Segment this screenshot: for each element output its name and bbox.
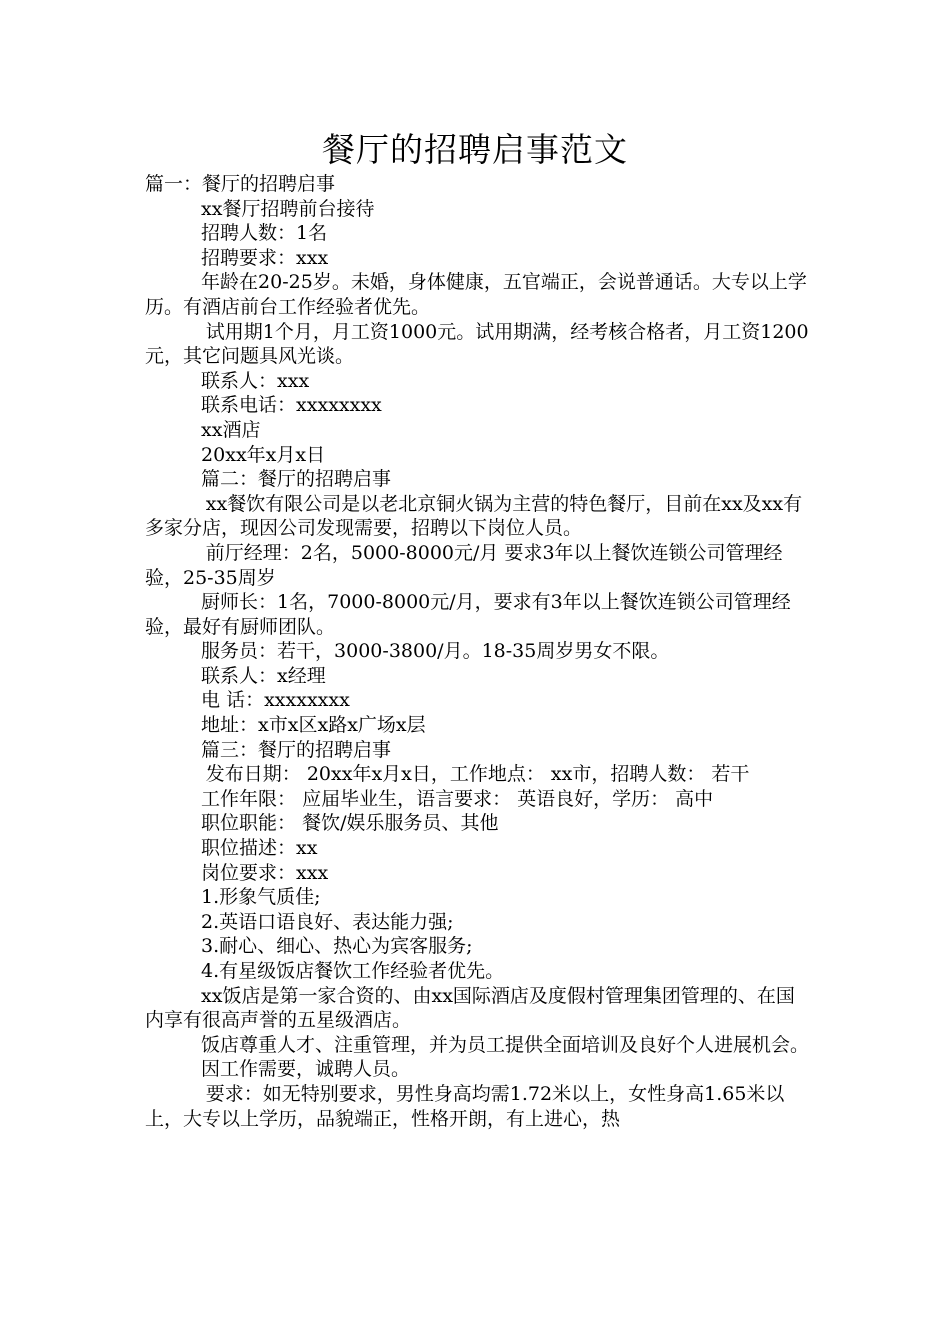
paragraph: 职位描述：xx xyxy=(201,837,318,860)
paragraph: 电 话：xxxxxxxx xyxy=(201,689,350,712)
paragraph: 联系人：xxx xyxy=(201,369,310,392)
paragraph: 岗位要求：xxx xyxy=(201,861,329,884)
paragraph: 试用期1个月，月工资1000元。试用期满，经考核合格者，月工资1200元，其它问题具风光谈。 xyxy=(145,320,809,368)
paragraph: 因工作需要，诚聘人员。 xyxy=(201,1058,411,1081)
paragraph: 联系电话：xxxxxxxx xyxy=(201,394,382,417)
paragraph: 工作年限： 应届毕业生，语言要求： 英语良好，学历： 高中 xyxy=(201,787,714,810)
paragraph: 厨师长：1名，7000-8000元/月，要求有3年以上餐饮连锁公司管理经验，最好有厨师团队。 xyxy=(145,591,791,638)
section-heading-1: 篇一：餐厅的招聘启事 xyxy=(145,173,336,195)
list-item: 1.形象气质佳; xyxy=(201,886,321,909)
paragraph: xx餐厅招聘前台接待 xyxy=(201,197,375,220)
document-body xyxy=(145,172,810,1131)
paragraph: 职位职能： 餐饮/娱乐服务员、其他 xyxy=(201,812,499,835)
document-title: 餐厅的招聘启事范文 xyxy=(322,130,628,169)
section-heading-3: 篇三：餐厅的招聘启事 xyxy=(201,738,392,761)
list-item: 3.耐心、细心、热心为宾客服务; xyxy=(201,935,473,958)
list-item: 2.英语口语良好、表达能力强; xyxy=(201,910,454,933)
paragraph: 20xx年x月x日 xyxy=(201,443,326,466)
paragraph: 地址：x市x区x路x广场x层 xyxy=(201,714,426,737)
paragraph: 年龄在20-25岁。未婚，身体健康，五官端正，会说普通话。大专以上学历。有酒店前台工作经验者优先。 xyxy=(145,271,807,318)
paragraph: 招聘要求：xxx xyxy=(201,246,329,269)
paragraph: xx餐饮有限公司是以老北京铜火锅为主营的特色餐厅，目前在xx及xx有多家分店，现因公司发现需要，招聘以下岗位人员。 xyxy=(145,492,803,540)
paragraph: xx饭店是第一家合资的、由xx国际酒店及度假村管理集团管理的、在国内享有很高声誉的五星级酒店。 xyxy=(145,984,795,1032)
list-item: 4.有星级饭店餐饮工作经验者优先。 xyxy=(201,960,505,982)
section-heading-2: 篇二：餐厅的招聘启事 xyxy=(201,468,392,491)
paragraph: 服务员：若干，3000-3800/月。18-35周岁男女不限。 xyxy=(201,640,670,663)
paragraph: xx酒店 xyxy=(201,418,261,441)
paragraph: 联系人：x经理 xyxy=(201,664,326,687)
paragraph: 饭店尊重人才、注重管理，并为员工提供全面培训及良好个人进展机会。 xyxy=(201,1033,810,1056)
paragraph: 前厅经理：2名，5000-8000元/月 要求3年以上餐饮连锁公司管理经验，25-35周岁 xyxy=(145,541,783,589)
paragraph: 要求：如无特别要求，男性身高均需1.72米以上，女性身高1.65米以上，大专以上学历，品貌端正，性格开朗，有上进心，热 xyxy=(145,1082,785,1130)
paragraph: 发布日期： 20xx年x月x日，工作地点： xx市，招聘人数： 若干 xyxy=(205,763,750,786)
paragraph: 招聘人数：1名 xyxy=(201,222,328,245)
